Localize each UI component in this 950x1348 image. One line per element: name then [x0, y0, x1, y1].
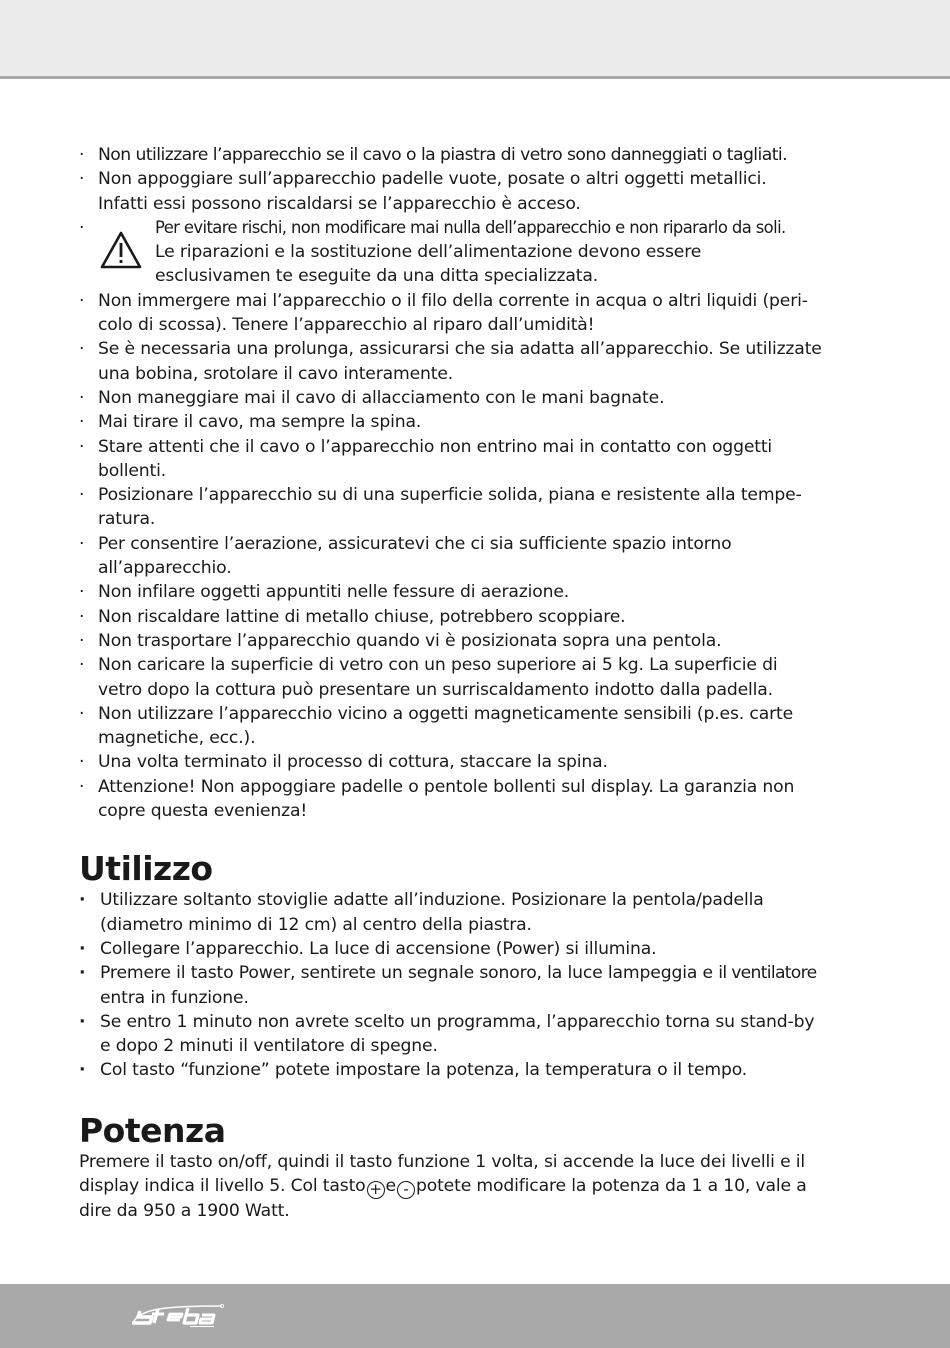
list-item: · Attenzione! Non appoggiare padelle o pentole bollenti sul display. La garanzia non copre questa evenienza! — [79, 776, 795, 822]
list-item: · Non appoggiare sull’apparecchio padelle vuote, posate o altri oggetti metallici. Infatti essi possono riscaldarsi se l’apparecchio è acceso. — [79, 169, 767, 214]
section-title-potenza: Potenza — [79, 1110, 226, 1150]
list-item: · Non caricare la superficie di vetro con un peso superiore ai 5 kg. La superficie di vetro dopo la cottura può presentare un surriscaldamento indotto dalla padella. — [79, 655, 778, 700]
minus-button-icon: - — [397, 1181, 415, 1199]
list-item: · Non maneggiare mai il cavo di allacciamento con le mani bagnate. — [79, 387, 665, 408]
list-item: · Posizionare l’apparecchio su di una superficie solida, piana e resistente alla tempe- ratura. — [79, 485, 802, 530]
list-item: · Per consentire l’aerazione, assicuratevi che ci sia sufficiente spazio intorno all’apparecchio. — [79, 533, 732, 579]
plus-button-icon: + — [367, 1181, 385, 1199]
steba-logo — [130, 1300, 230, 1330]
list-item: · Stare attenti che il cavo o l’apparecchio non entrino mai in contatto con oggetti bollenti. — [79, 436, 773, 481]
list-item: · Col tasto “funzione” potete impostare la potenza, la temperatura o il tempo. — [79, 1060, 748, 1081]
list-item: · Se entro 1 minuto non avrete scelto un programma, l’apparecchio torna su stand-by e dopo 2 minuti il ventilatore di spegne. — [79, 1011, 815, 1057]
list-item: · Non utilizzare l’apparecchio se il cavo o la piastra di vetro sono danneggiati o tagliati. — [79, 145, 788, 165]
list-item: · Una volta terminato il processo di cottura, staccare la spina. — [79, 752, 608, 773]
list-item: · Non trasportare l’apparecchio quando vi è posizionata sopra una pentola. — [79, 630, 722, 651]
list-item: · Premere il tasto Power, sentirete un segnale sonoro, la luce lampeggia e il ventilatore entra in funzione. — [79, 963, 817, 1008]
list-item: · Non immergere mai l’apparecchio o il filo della corrente in acqua o altri liquidi (peri- colo di scossa). Tenere l’apparecchio al riparo dall’umidità! — [79, 290, 808, 336]
section-title-utilizzo: Utilizzo — [79, 849, 213, 889]
usage-list — [79, 888, 879, 1082]
page-header-band — [0, 0, 950, 76]
list-item: · Non riscaldare lattine di metallo chiuse, potrebbero scoppiare. — [79, 606, 626, 627]
warning-list-item: · Per evitare rischi, non modificare mai nulla dell’apparecchio e non ripararlo da soli. Le riparazioni e la sostituzione dell’alimentazione devono essere esclusivamen te eseguite da una ditta specializzata. — [79, 217, 786, 287]
list-item: · Utilizzare soltanto stoviglie adatte all’induzione. Posizionare la pentola/padella (diametro minimo di 12 cm) al centro della piastra. — [79, 890, 764, 935]
page-content — [79, 143, 879, 1223]
list-item: · Mai tirare il cavo, ma sempre la spina. — [79, 412, 422, 433]
header-rule — [0, 76, 950, 79]
list-item: · Non infilare oggetti appuntiti nelle fessure di aerazione. — [79, 582, 570, 603]
power-paragraph: Premere il tasto on/off, quindi il tasto funzione 1 volta, si accende la luce dei livelli e il display indica il livello 5. Col tasto + e - potete modificare la potenza da 1 a 10, vale a dire da 950 a 1900 Watt. — [79, 1151, 807, 1221]
safety-list — [79, 143, 879, 823]
warning-triangle-icon — [99, 230, 143, 270]
list-item: · Collegare l’apparecchio. La luce di accensione (Power) si illumina. — [79, 938, 657, 959]
list-item: · Non utilizzare l’apparecchio vicino a oggetti magneticamente sensibili (p.es. carte magnetiche, ecc.). — [79, 703, 794, 749]
list-item: · Se è necessaria una prolunga, assicurarsi che sia adatta all’apparecchio. Se utilizzate una bobina, srotolare il cavo interamente. — [79, 339, 822, 384]
